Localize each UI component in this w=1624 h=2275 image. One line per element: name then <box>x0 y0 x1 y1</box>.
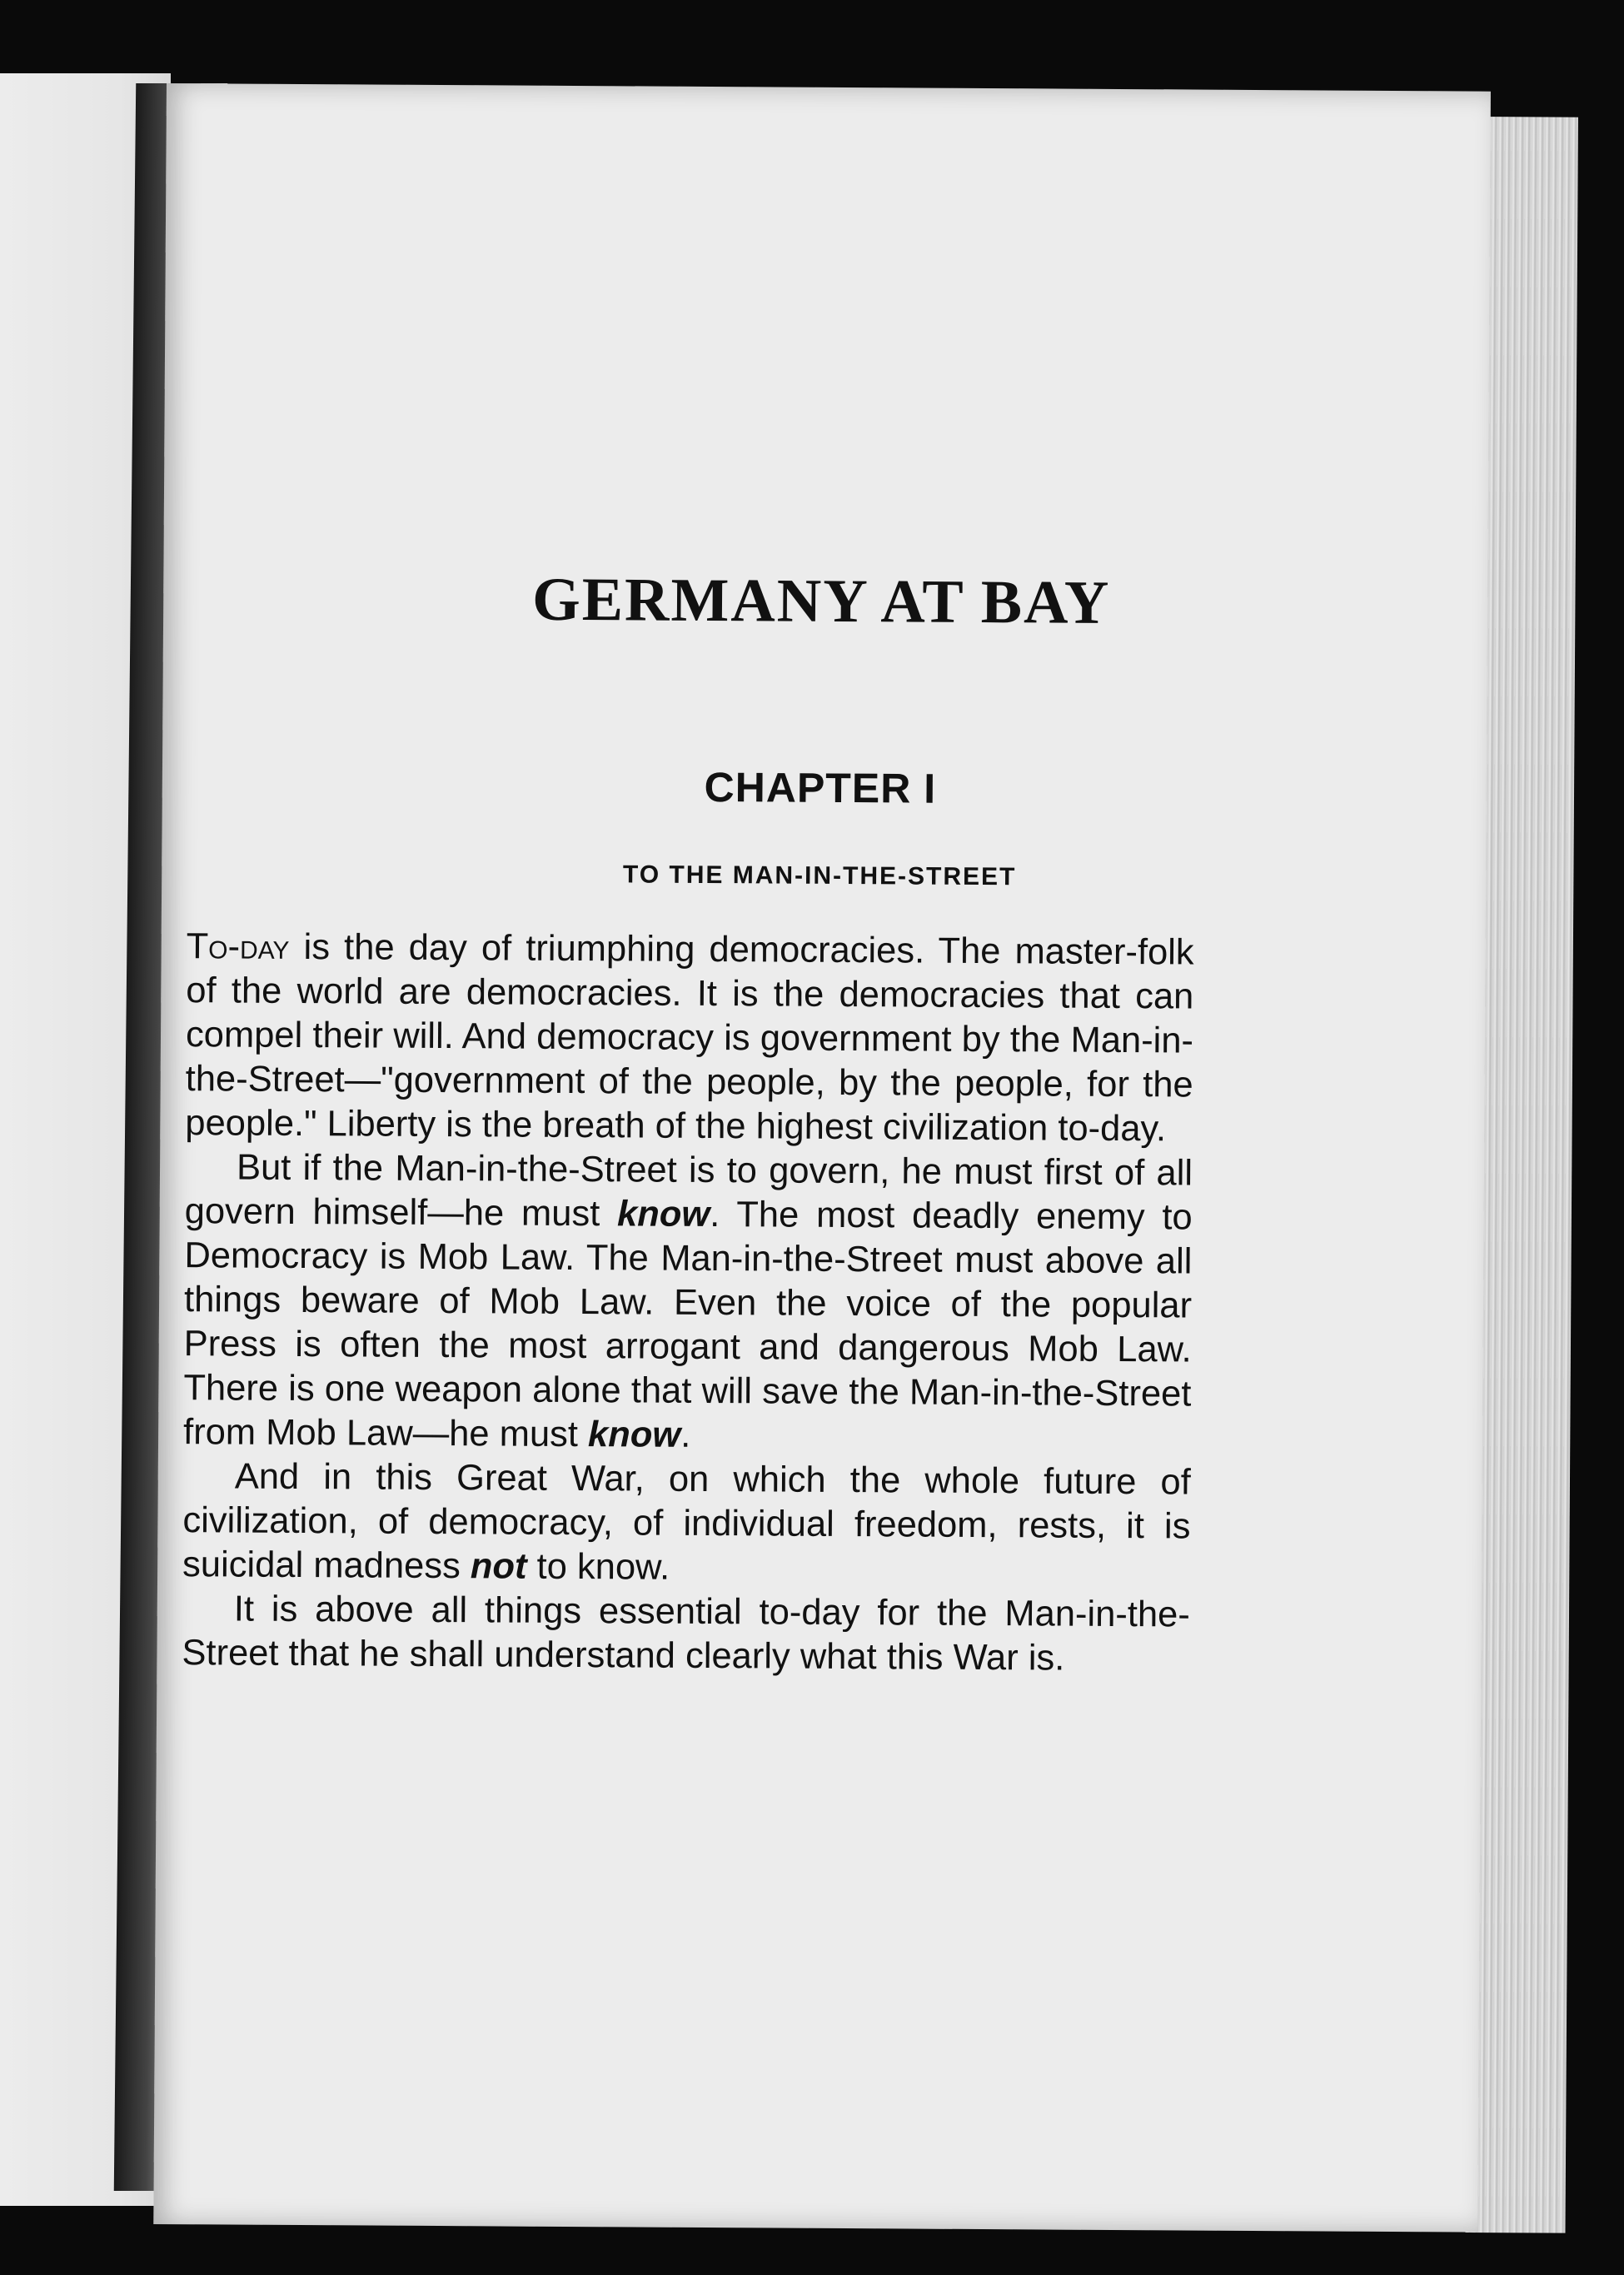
chapter-subtitle: TO THE MAN-IN-THE-STREET <box>622 861 1017 891</box>
emphasis: not <box>470 1546 527 1587</box>
book-title: GERMANY AT BAY <box>531 565 1111 637</box>
paragraph-2: But if the Man-in-the-Street is to govern, he must first of all govern himself—he must know. The most deadly enemy to Democracy is Mob Law. The Man-in-the-Street must above all things beware of Mob Law. Even the voice of the popular Press is often the most arrogant and dangerous Mob Law. There is one weapon alone that will save the Man-in-the-Street from Mob Law—he must know. <box>182 1147 1193 1455</box>
paragraph-lead: To-day <box>186 926 290 967</box>
chapter-heading: CHAPTER I <box>704 763 937 812</box>
emphasis: know <box>616 1194 710 1235</box>
book-page <box>153 83 1491 2233</box>
paragraph-4: It is above all things essential to-day for the Man-in-the-Street that he shall understand clearly what this War is. <box>182 1589 1190 1679</box>
paragraph-3: And in this Great War, on which the whole future of civilization, of democracy, of individual freedom, rests, it is suicidal madness not to know. <box>182 1456 1191 1588</box>
chapter-body <box>182 925 1193 1681</box>
emphasis: know <box>587 1414 681 1455</box>
paragraph-1: To-day is the day of triumphing democracies. The master-folk of the world are democracies. It is the democracies that can compel their will. And democracy is government by the Man-in-the-Street—"government of the people, by the people, for the people." Liberty is the breath of the highest civilization to-day. <box>185 926 1194 1150</box>
